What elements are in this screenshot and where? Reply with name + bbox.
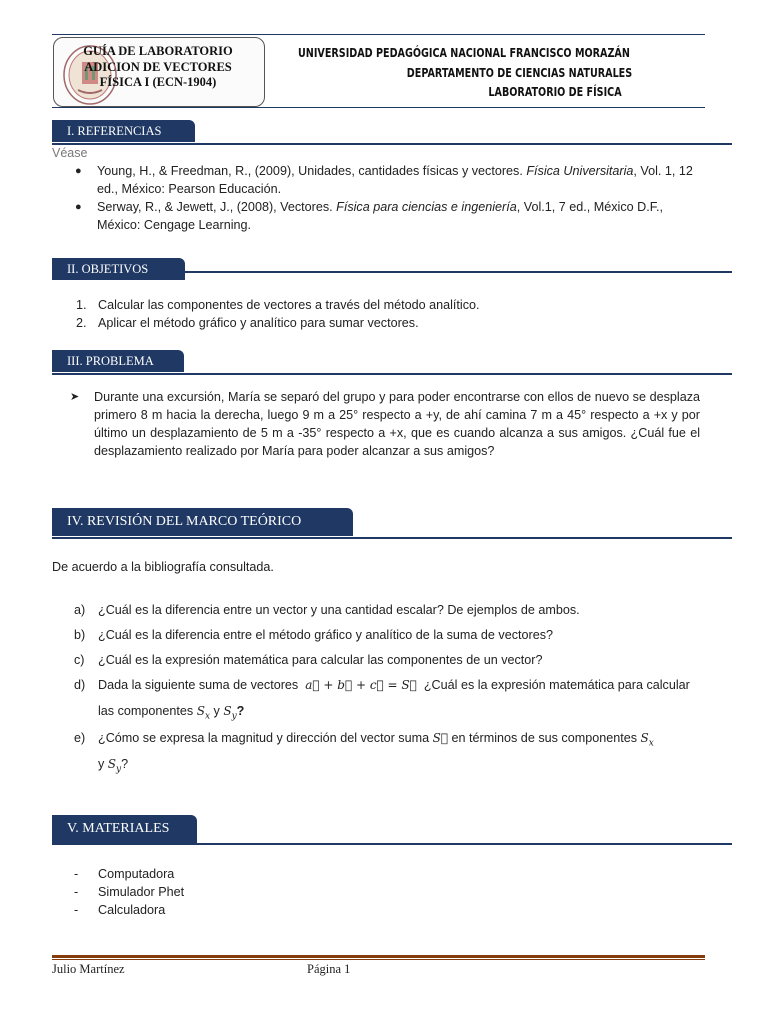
references-list <box>52 162 702 234</box>
section-rule-problema <box>52 373 732 375</box>
material-item: - Computadora <box>74 867 175 881</box>
header-bottom-rule <box>52 107 705 108</box>
footer-author: Julio Martínez <box>52 962 125 976</box>
question-e: e) ¿Cómo se expresa la magnitud y dirección del vector suma S⃗ en términos de sus componentes $S_x$ <box>74 731 654 749</box>
question-c: c) ¿Cuál es la expresión matemática para calcular las componentes de un vector? <box>74 653 543 667</box>
question-b: b) ¿Cuál es la diferencia entre el método gráfico y analítico de la suma de vectores? <box>74 628 554 642</box>
guide-title-line: ADICION DE VECTORES <box>84 59 232 74</box>
material-item: - Calculadora <box>74 903 166 917</box>
question-d: d) Dada la siguiente suma de vectores a⃗ + b⃗ + c⃗ = S⃗ ¿Cuál es la expresión matemática para calcular <box>74 678 690 692</box>
section-tab-marco: IV. REVISIÓN DEL MARCO TEÓRICO <box>52 508 353 536</box>
university-heading <box>298 44 633 103</box>
faded-text: Véase <box>52 147 88 157</box>
marco-questions <box>52 601 732 777</box>
reference-item: ● Young, H., & Freedman, R., (2009), Unidades, cantidades físicas y vectores. Física Universitaria, Vol. 1, 12 ed., México: Pearson Educación. <box>75 164 693 196</box>
guide-title <box>60 44 256 91</box>
guide-title-line: FÍSICA I (ECN-1904) <box>99 75 217 89</box>
footer-rule-thick <box>52 955 705 958</box>
problem-statement: ➤ Durante una excursión, María se separó del grupo y para poder encontrarse con ellos de nuevo se desplaza primero 8 m hacia la derecha, luego 9 m a 25° respecto a +y, de ahí camina 7 m a 45° respecto a +x y por último un desplazamiento de 5 m a -35° respecto a +x, que es cuando alcanza a sus amigos. ¿Cuál fue el desplazamiento realizado por María para poder alcanzar a sus amigos? <box>70 390 700 458</box>
materials-list <box>52 865 452 919</box>
material-item: - Simulador Phet <box>74 885 185 899</box>
marco-intro: De acuerdo a la bibliografía consultada. <box>52 560 274 574</box>
vector-sum-equation: a⃗ + b⃗ + c⃗ = S⃗ <box>305 678 417 692</box>
question-a: a) ¿Cuál es la diferencia entre un vector y una cantidad escalar? De ejemplos de ambos. <box>74 603 580 617</box>
department-name: DEPARTAMENTO DE CIENCIAS NATURALES <box>406 65 633 80</box>
objective-item: 1. Calcular las componentes de vectores a través del método analítico. <box>76 298 480 312</box>
footer-rule-thin <box>52 959 705 960</box>
objective-item: 2. Aplicar el método gráfico y analítico para sumar vectores. <box>76 316 419 330</box>
section-rule-materiales <box>52 843 732 845</box>
arrow-bullet-icon: ➤ <box>70 391 80 403</box>
bullet-icon: ● <box>75 165 82 177</box>
lab-name: LABORATORIO DE FÍSICA <box>488 85 622 99</box>
header-top-rule <box>52 34 705 35</box>
section-tab-objetivos: II. OBJETIVOS <box>52 258 185 280</box>
bullet-icon: ● <box>75 201 82 213</box>
question-d-continued: las componentes $S_x$ y $S_y$? <box>98 704 245 722</box>
guide-title-line: GUÍA DE LABORATORIO <box>83 44 233 58</box>
section-tab-referencias: I. REFERENCIAS <box>52 120 195 142</box>
section-rule-referencias <box>52 143 732 145</box>
question-e-continued: y $S_y$? <box>98 757 129 775</box>
reference-item: ● Serway, R., & Jewett, J., (2008), Vectores. Física para ciencias e ingeniería, Vol.1, 7 ed., México D.F., México: Cengage Learning. <box>75 200 664 232</box>
objectives-list <box>52 296 702 332</box>
section-tab-materiales: V. MATERIALES <box>52 815 197 843</box>
university-name: UNIVERSIDAD PEDAGÓGICA NACIONAL FRANCISCO MORAZÁN <box>298 46 630 60</box>
section-rule-marco <box>52 537 732 539</box>
footer-page-number: Página 1 <box>307 962 351 976</box>
section-tab-problema: III. PROBLEMA <box>52 350 184 372</box>
